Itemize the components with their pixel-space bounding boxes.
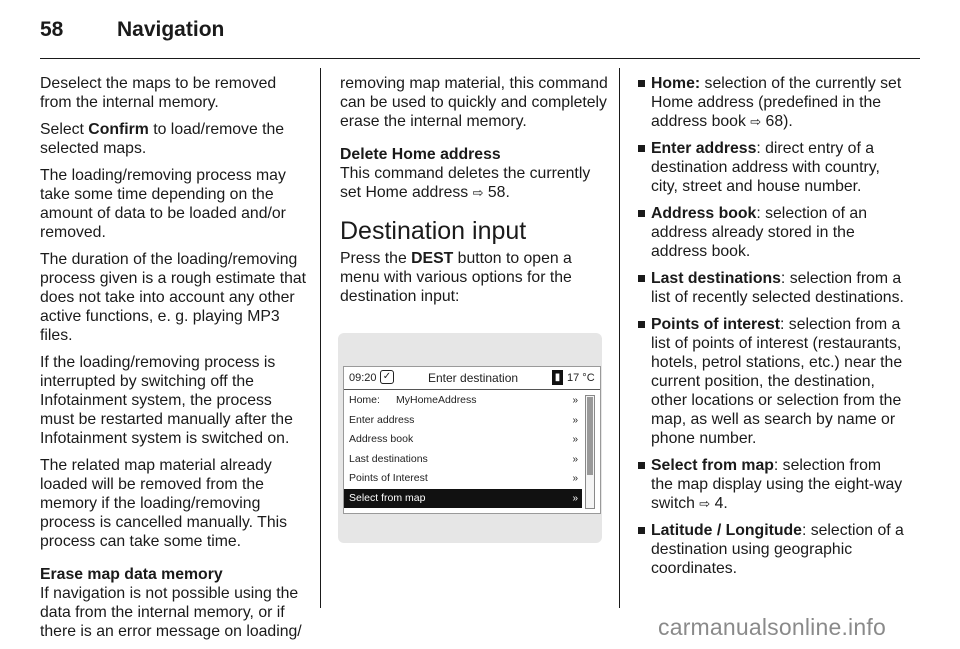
item-term: Enter address <box>651 140 757 157</box>
column-3 <box>638 74 906 586</box>
arrow-right-icon: » <box>572 453 578 465</box>
scrollbar-thumb[interactable] <box>587 397 593 475</box>
bullet-icon <box>638 462 645 469</box>
paragraph <box>40 120 308 158</box>
bullet-icon <box>638 80 645 87</box>
item-text: : selection from a list of recently selected destinations. <box>651 270 904 306</box>
item-term: Latitude / Longitude <box>651 522 802 539</box>
phone-icon: ▮ <box>552 370 563 385</box>
screen-time: 09:20 <box>349 372 377 384</box>
column-2 <box>340 74 608 314</box>
page-ref-icon: ⇨ <box>750 114 762 129</box>
bullet-icon <box>638 210 645 217</box>
menu-item-label: Address book <box>349 433 414 445</box>
menu-item-label: Last destinations <box>349 452 428 465</box>
check-icon: ✓ <box>380 370 394 384</box>
item-text: : selection from the map display using the eight-way switch <box>651 457 903 512</box>
menu-item-label: Points of Interest <box>349 472 428 484</box>
paragraph: Deselect the maps to be removed from the internal memory. <box>40 75 277 111</box>
paragraph: The loading/removing process may take some time depending on the amount of data to be loaded and/or removed. <box>40 167 286 241</box>
text: button to open a menu with various options for the destination input: <box>340 250 572 305</box>
item-text: : selection from a list of points of interest (restaurants, hotels, petrol stations, etc.) near the current position, the destination, other locations or selection from the map, as well as search by name or phone number. <box>651 316 903 447</box>
list-item <box>638 456 906 513</box>
erase-heading: Erase map data memory <box>40 566 223 583</box>
arrow-right-icon: » <box>572 414 578 426</box>
destination-options-list <box>638 74 906 578</box>
page-number: 58 <box>40 18 64 41</box>
confirm-term: Confirm <box>88 121 149 138</box>
item-text: : selection of a destination using geographic coordinates. <box>651 522 904 577</box>
delete-ref: 58. <box>487 184 510 201</box>
menu-item[interactable] <box>344 469 582 489</box>
destination-screen <box>343 366 601 514</box>
arrow-right-icon: » <box>572 473 578 484</box>
list-item <box>638 204 906 261</box>
erase-section <box>40 565 308 641</box>
section-title: Destination input <box>340 217 527 245</box>
column-divider-2 <box>619 68 620 608</box>
paragraph: removing map material, this command can be used to quickly and completely erase the internal memory. <box>340 75 608 130</box>
screen-header <box>344 367 600 390</box>
page-title: Navigation <box>117 18 225 41</box>
screen-temperature: 17 °C <box>567 372 595 384</box>
item-text: selection of the currently set Home address (predefined in the address book <box>651 75 902 130</box>
dest-button-term: DEST <box>411 250 454 267</box>
text: Press the <box>340 250 412 267</box>
item-term: Points of interest <box>651 316 781 333</box>
screen-scrollbar[interactable] <box>585 395 595 509</box>
list-item <box>638 269 906 307</box>
item-term: Address book <box>651 205 757 222</box>
list-item <box>638 139 906 196</box>
column-divider-1 <box>320 68 321 608</box>
paragraph: The related map material already loaded will be removed from the memory if the loading/removing process is cancelled manually. This process can take some time. <box>40 457 288 550</box>
page-ref-icon: ⇨ <box>472 185 484 200</box>
home-value: MyHomeAddress <box>396 394 477 406</box>
text: Select <box>40 121 89 138</box>
item-term: Last destinations <box>651 270 781 287</box>
erase-text: If navigation is not possible using the data from the internal memory, or if there is an error message on loading/ <box>40 585 302 640</box>
menu-item-label: Select from map <box>349 491 426 504</box>
item-ref: 68). <box>765 113 793 130</box>
menu-item-label: Enter address <box>349 413 415 426</box>
header-divider <box>40 58 920 59</box>
watermark: carmanualsonline.info <box>658 614 886 640</box>
menu-item[interactable] <box>344 430 582 450</box>
paragraph <box>340 249 608 306</box>
screen-menu-list <box>344 391 582 508</box>
bullet-icon <box>638 275 645 282</box>
delete-section <box>340 145 608 202</box>
item-term: Select from map <box>651 457 774 474</box>
menu-item-selected[interactable] <box>344 489 582 509</box>
item-text: : selection of an address already stored in the address book. <box>651 205 867 260</box>
column-1 <box>40 74 308 649</box>
text: to load/remove the selected maps. <box>40 121 285 157</box>
arrow-right-icon: » <box>572 492 578 504</box>
page-ref-icon: ⇨ <box>699 496 711 511</box>
bullet-icon <box>638 145 645 152</box>
item-ref: 4. <box>714 495 728 512</box>
menu-item[interactable] <box>344 411 582 431</box>
menu-item-home[interactable] <box>344 391 582 411</box>
list-item <box>638 74 906 131</box>
arrow-right-icon: » <box>572 395 578 406</box>
paragraph: The duration of the loading/removing process given is a rough estimate that does not take into account any other active functions, e. g. playing MP3 files. <box>40 251 307 344</box>
list-item <box>638 315 906 448</box>
item-term: Home: <box>651 75 701 92</box>
item-text: : direct entry of a destination address with country, city, street and house number. <box>651 140 880 195</box>
arrow-right-icon: » <box>572 434 578 445</box>
menu-item[interactable] <box>344 450 582 470</box>
delete-text: This command deletes the currently set Home address <box>340 165 591 201</box>
delete-heading: Delete Home address <box>340 146 501 163</box>
home-label: Home: <box>349 394 380 406</box>
paragraph: If the loading/removing process is interrupted by switching off the Infotainment system, the process must be restarted manually after the Infotainment system is switched on. <box>40 354 293 447</box>
list-item <box>638 521 906 578</box>
bullet-icon <box>638 321 645 328</box>
bullet-icon <box>638 527 645 534</box>
screen-title: Enter destination <box>428 371 519 385</box>
